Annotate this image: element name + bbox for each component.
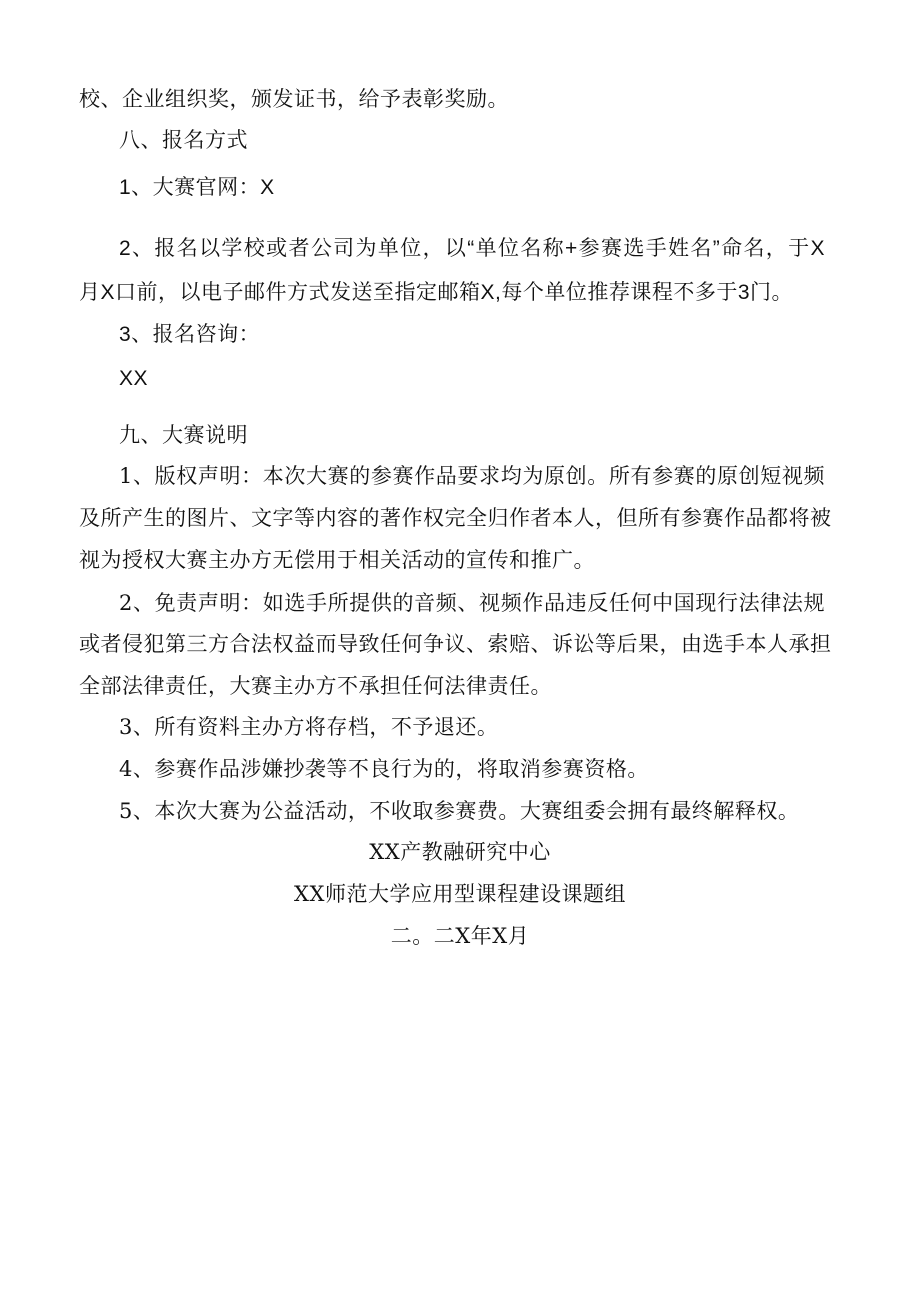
section-heading-registration: 八、报名方式: [119, 128, 248, 152]
paragraph-line: 3、所有资料主办方将存档，不予退还。: [119, 715, 499, 739]
paragraph-line: 2、报名以学校或者公司为单位，以“单位名称+参赛选手姓名”命名，于X: [119, 237, 825, 260]
paragraph-line: 4、参赛作品涉嫌抄袭等不良行为的，将取消参赛资格。: [119, 757, 649, 781]
section-heading-instructions: 九、大赛说明: [119, 423, 248, 447]
paragraph-line: 月X口前，以电子邮件方式发送至指定邮箱X,每个单位推荐课程不多于3门。: [79, 281, 794, 304]
signature-organization: XX师范大学应用型课程建设课题组: [294, 882, 626, 906]
paragraph-line: 视为授权大赛主办方无偿用于相关活动的宣传和推广。: [79, 548, 595, 572]
signature-organization: XX产教融研究中心: [369, 840, 551, 864]
signature-date: 二。二X年X月: [390, 924, 530, 948]
paragraph-line: 1、大赛官网：X: [119, 176, 275, 199]
paragraph-line: 及所产生的图片、文字等内容的著作权完全归作者本人，但所有参赛作品都将被: [79, 506, 832, 530]
paragraph-line: 2、免责声明：如选手所提供的音频、视频作品违反任何中国现行法律法规: [119, 591, 825, 615]
paragraph-line: 全部法律责任，大赛主办方不承担任何法律责任。: [79, 674, 552, 698]
paragraph-line: 5、本次大赛为公益活动，不收取参赛费。大赛组委会拥有最终解释权。: [119, 799, 800, 823]
paragraph-line: 3、报名咨询：: [119, 323, 261, 346]
paragraph-line: 或者侵犯第三方合法权益而导致任何争议、索赔、诉讼等后果，由选手本人承担: [79, 632, 832, 656]
paragraph-line: XX: [119, 367, 149, 390]
paragraph-line: 1、版权声明：本次大赛的参赛作品要求均为原创。所有参赛的原创短视频: [119, 464, 825, 488]
paragraph-line: 校、企业组织奖，颁发证书，给予表彰奖励。: [79, 87, 509, 111]
